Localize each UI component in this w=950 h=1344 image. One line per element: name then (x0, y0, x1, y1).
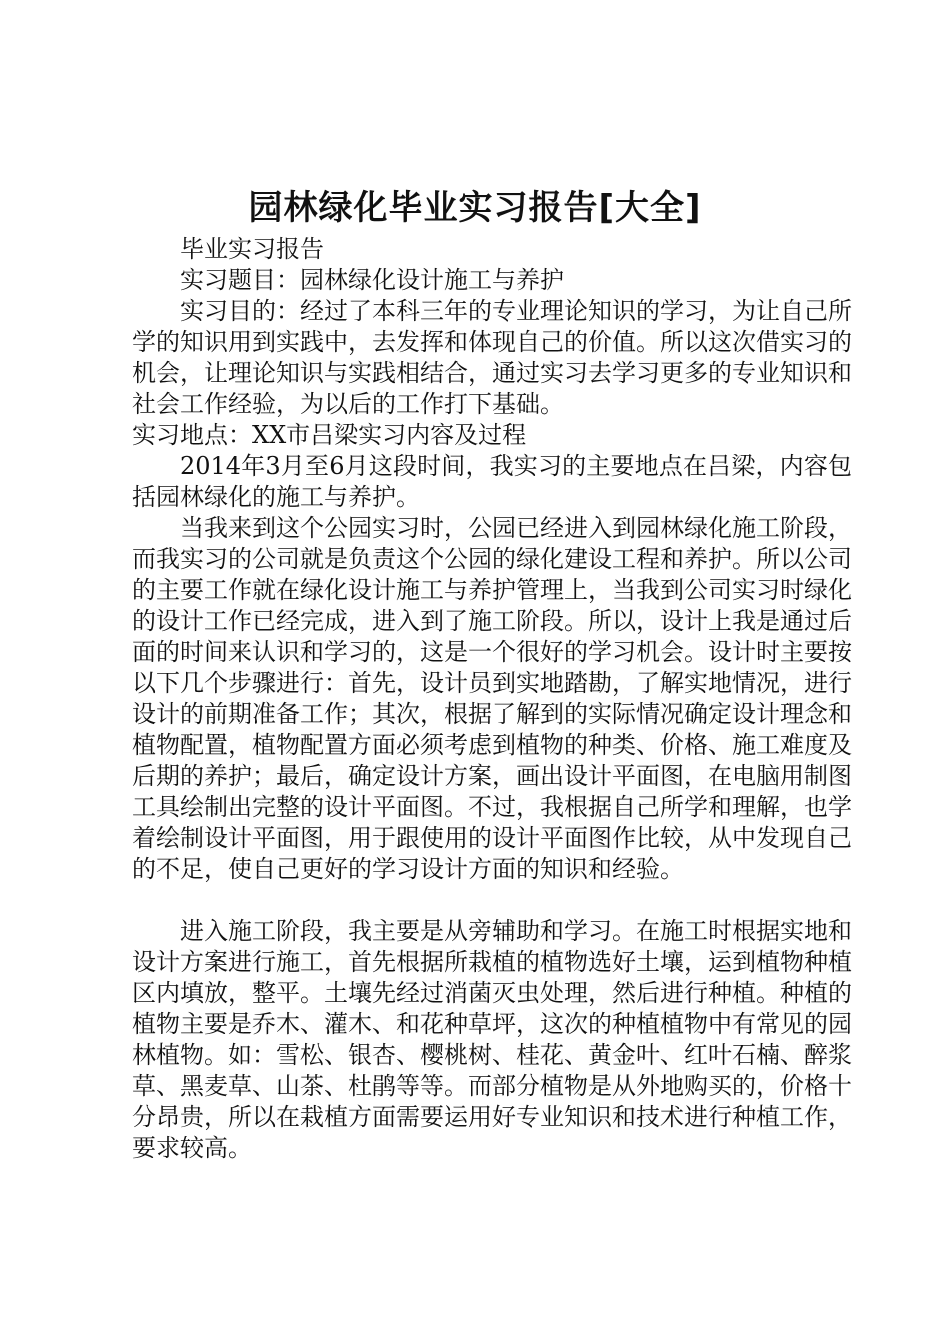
body-paragraph: 当我来到这个公园实习时，公园已经进入到园林绿化施工阶段，而我实习的公司就是负责这个公园的绿化建设工程和养护。所以公司的主要工作就在绿化设计施工与养护管理上，当我到公司实习时绿化的设计工作已经完成，进入到了施工阶段。所以，设计上我是通过后面的时间来认识和学习的，这是一个很好的学习机会。设计时主要按以下几个步骤进行：首先，设计员到实地踏勘，了解实地情况，进行设计的前期准备工作；其次，根据了解到的实际情况确定设计理念和植物配置，植物配置方面必须考虑到植物的种类、价格、施工难度及后期的养护；最后，确定设计方案，画出设计平面图，在电脑用制图工具绘制出完整的设计平面图。不过，我根据自己所学和理解，也学着绘制设计平面图，用于跟使用的设计平面图作比较，从中发现自己的不足，使自己更好的学习设计方面的知识和经验。 (132, 514, 852, 883)
internship-topic: 实习题目：园林绿化设计施工与养护 (180, 266, 564, 294)
body-paragraph: 进入施工阶段，我主要是从旁辅助和学习。在施工时根据实地和设计方案进行施工，首先根据所栽植的植物选好土壤，运到植物种植区内填放，整平。土壤先经过消菌灭虫处理，然后进行种植。种植的植物主要是乔木、灌木、和花种草坪，这次的种植植物中有常见的园林植物。如：雪松、银杏、樱桃树、桂花、黄金叶、红叶石楠、醉浆草、黑麦草、山茶、杜鹃等等。而部分植物是从外地购买的，价格十分昂贵，所以在栽植方面需要运用好专业知识和技术进行种植工作，要求较高。 (132, 917, 852, 1162)
body-paragraph: 2014年3月至6月这段时间，我实习的主要地点在吕梁，内容包括园林绿化的施工与养护。 (132, 452, 852, 511)
paragraph-spacer (132, 885, 852, 916)
report-heading: 毕业实习报告 (180, 235, 324, 263)
internship-location: 实习地点：XX市吕梁实习内容及过程 (132, 421, 527, 449)
document-title: 园林绿化毕业实习报告[大全] (248, 188, 702, 228)
document-body (132, 234, 852, 1164)
internship-purpose: 实习目的：经过了本科三年的专业理论知识的学习，为让自己所学的知识用到实践中，去发挥和体现自己的价值。所以这次借实习的机会，让理论知识与实践相结合，通过实习去学习更多的专业知识和社会工作经验，为以后的工作打下基础。 (132, 297, 852, 418)
